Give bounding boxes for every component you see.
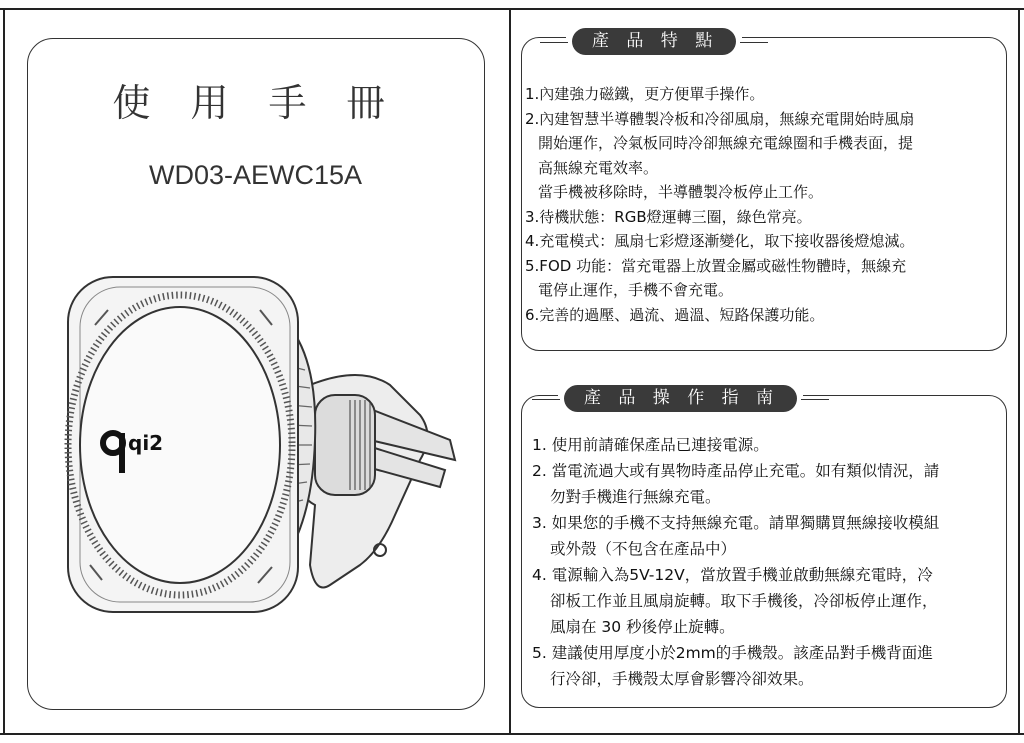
guide-line-9: 5. 建議使用厚度小於2mm的手機殼。該產品對手機背面進 — [532, 644, 933, 662]
guide-line-5: 或外殼（不包含在產品中） — [550, 540, 737, 558]
product-illustration — [60, 265, 480, 629]
guide-line-2: 2. 當電流過大或有異物時產品停止充電。如有類似情況，請 — [532, 462, 940, 480]
feature-line-4: 高無線充電效率。 — [538, 158, 659, 177]
feature-line-3: 開始運作，冷氣板同時冷卻無線充電線圈和手機表面，提 — [538, 134, 914, 152]
guide-heading-tag — [558, 385, 803, 412]
guide-line-4: 3. 如果您的手機不支持無線充電。請單獨購買無線接收模組 — [532, 514, 940, 532]
feature-line-8: 5.FOD 功能：當充電器上放置金屬或磁性物體時，無線充 — [525, 256, 907, 275]
car-mount-charger-image — [60, 265, 480, 625]
feature-line-5: 當手機被移除時，半導體製冷板停止工作。 — [538, 183, 824, 201]
guide-line-6: 4. 電源輸入為5V-12V，當放置手機並啟動無線充電時，冷 — [532, 566, 933, 584]
features-heading-tag — [566, 28, 742, 55]
guide-line-3: 勿對手機進行無線充電。 — [550, 488, 721, 506]
feature-line-10: 6.完善的過壓、過流、過溫、短路保護功能。 — [525, 305, 825, 324]
feature-line-1: 1.內建強力磁鐵，更方便單手操作。 — [525, 85, 765, 103]
feature-line-7: 4.充電模式：風扇七彩燈逐漸變化，取下接收器後燈熄滅。 — [525, 232, 915, 250]
frame-top-line — [0, 8, 1024, 10]
features-heading: 產 品 特 點 — [572, 28, 736, 55]
feature-line-6: 3.待機狀態：RGB燈運轉三圈，綠色常亮。 — [525, 207, 812, 226]
guide-line-8: 風扇在 30 秒後停止旋轉。 — [550, 618, 735, 636]
features-list — [525, 82, 1001, 327]
frame-right-line — [1018, 8, 1020, 734]
feature-line-2: 2.內建智慧半導體製冷板和冷卻風扇，無線充電開始時風扇 — [525, 109, 915, 128]
frame-bottom-line — [0, 733, 1024, 735]
qi2-logo-text: qi2 — [128, 431, 164, 455]
guide-list — [532, 432, 1002, 692]
manual-title: 使 用 手 冊 — [112, 81, 399, 125]
guide-line-1: 1. 使用前請確保產品已連接電源。 — [532, 436, 769, 454]
guide-line-7: 卻板工作並且風扇旋轉。取下手機後，冷卻板停止運作， — [550, 592, 938, 610]
guide-line-10: 行冷卻，手機殼太厚會影響冷卻效果。 — [550, 670, 814, 688]
guide-heading: 產 品 操 作 指 南 — [564, 385, 797, 412]
model-number: WD03-AEWC15A — [148, 160, 363, 190]
feature-line-9: 電停止運作，手機不會充電。 — [538, 281, 734, 299]
